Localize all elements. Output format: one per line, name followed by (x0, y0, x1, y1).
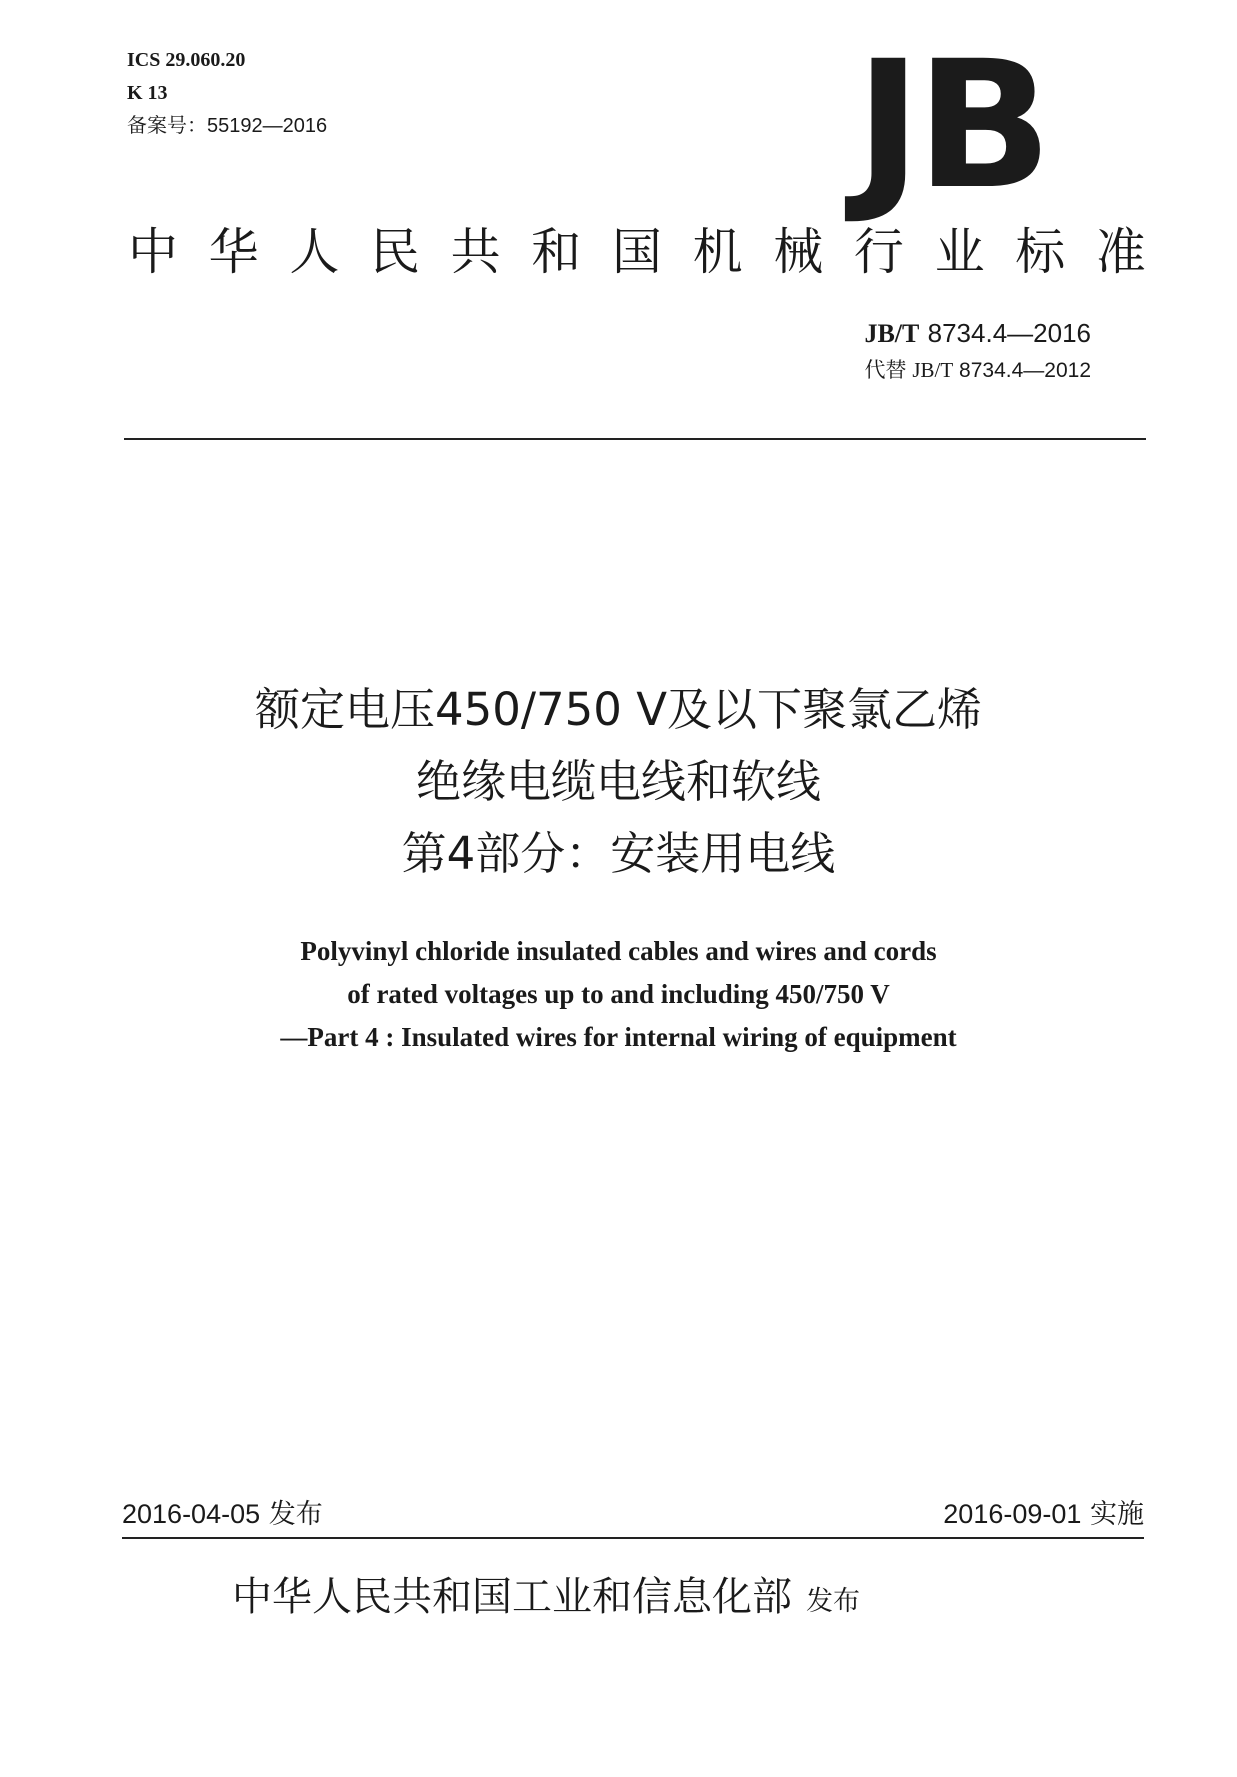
record-number: 备案号：55192—2016 (127, 115, 328, 137)
heading-char: 中 (128, 223, 178, 281)
standard-code: JB/T (864, 319, 920, 348)
issuing-authority (232, 1570, 860, 1629)
replaces-standard (865, 356, 1091, 385)
implementation-date-value: 2016-09-01 (943, 1499, 1082, 1529)
classification-codes (127, 44, 327, 143)
title-cn-line-1: 额定电压450/750 V及以下聚氯乙烯 (254, 683, 983, 736)
heading-char: 共 (450, 223, 501, 281)
heading-char: 标 (1015, 223, 1066, 281)
replaces-number: 8734.4—2012 (959, 359, 1091, 382)
title-en-line-3: —Part 4 : Insulated wires for internal wiring of equipment (280, 1022, 957, 1052)
heading-char: 华 (208, 223, 259, 281)
jb-logo: JB (855, 23, 1047, 228)
replaces-prefix: 代替 (864, 359, 907, 382)
replaces-code: JB/T (912, 358, 954, 382)
heading-char: 行 (853, 223, 904, 281)
heading-char: 准 (1095, 223, 1146, 281)
issue-date-label: 发布 (268, 1499, 323, 1530)
title-en-line-2: of rated voltages up to and including 450/750 V (347, 979, 890, 1009)
heading-char: 械 (773, 223, 824, 281)
heading-char: 人 (289, 223, 340, 281)
issuer-name: 中华人民共和国工业和信息化部 (232, 1574, 792, 1620)
standard-number-value: 8734.4—2016 (927, 318, 1091, 348)
implementation-date (943, 1497, 1144, 1532)
title-cn-line-2: 绝缘电缆电线和软线 (415, 755, 821, 808)
heading-char: 机 (692, 223, 743, 281)
issuer-suffix: 发布 (806, 1586, 860, 1617)
standard-number (864, 317, 1091, 350)
heading-char: 业 (934, 223, 985, 281)
title-cn-line-3: 第4部分：安装用电线 (401, 827, 836, 880)
heading-char: 和 (531, 223, 582, 281)
implementation-date-label: 实施 (1090, 1499, 1144, 1530)
issue-date (122, 1497, 323, 1532)
issue-date-value: 2016-04-05 (122, 1499, 261, 1529)
heading-char: 国 (611, 223, 662, 281)
top-divider (124, 438, 1146, 440)
title-en-line-1: Polyvinyl chloride insulated cables and wires and cords (300, 936, 937, 966)
standard-category-heading (128, 222, 1146, 282)
ccs-code: K 13 (127, 82, 168, 104)
bottom-divider (122, 1537, 1144, 1539)
ics-code: ICS 29.060.20 (127, 49, 246, 71)
heading-char: 民 (369, 223, 420, 281)
